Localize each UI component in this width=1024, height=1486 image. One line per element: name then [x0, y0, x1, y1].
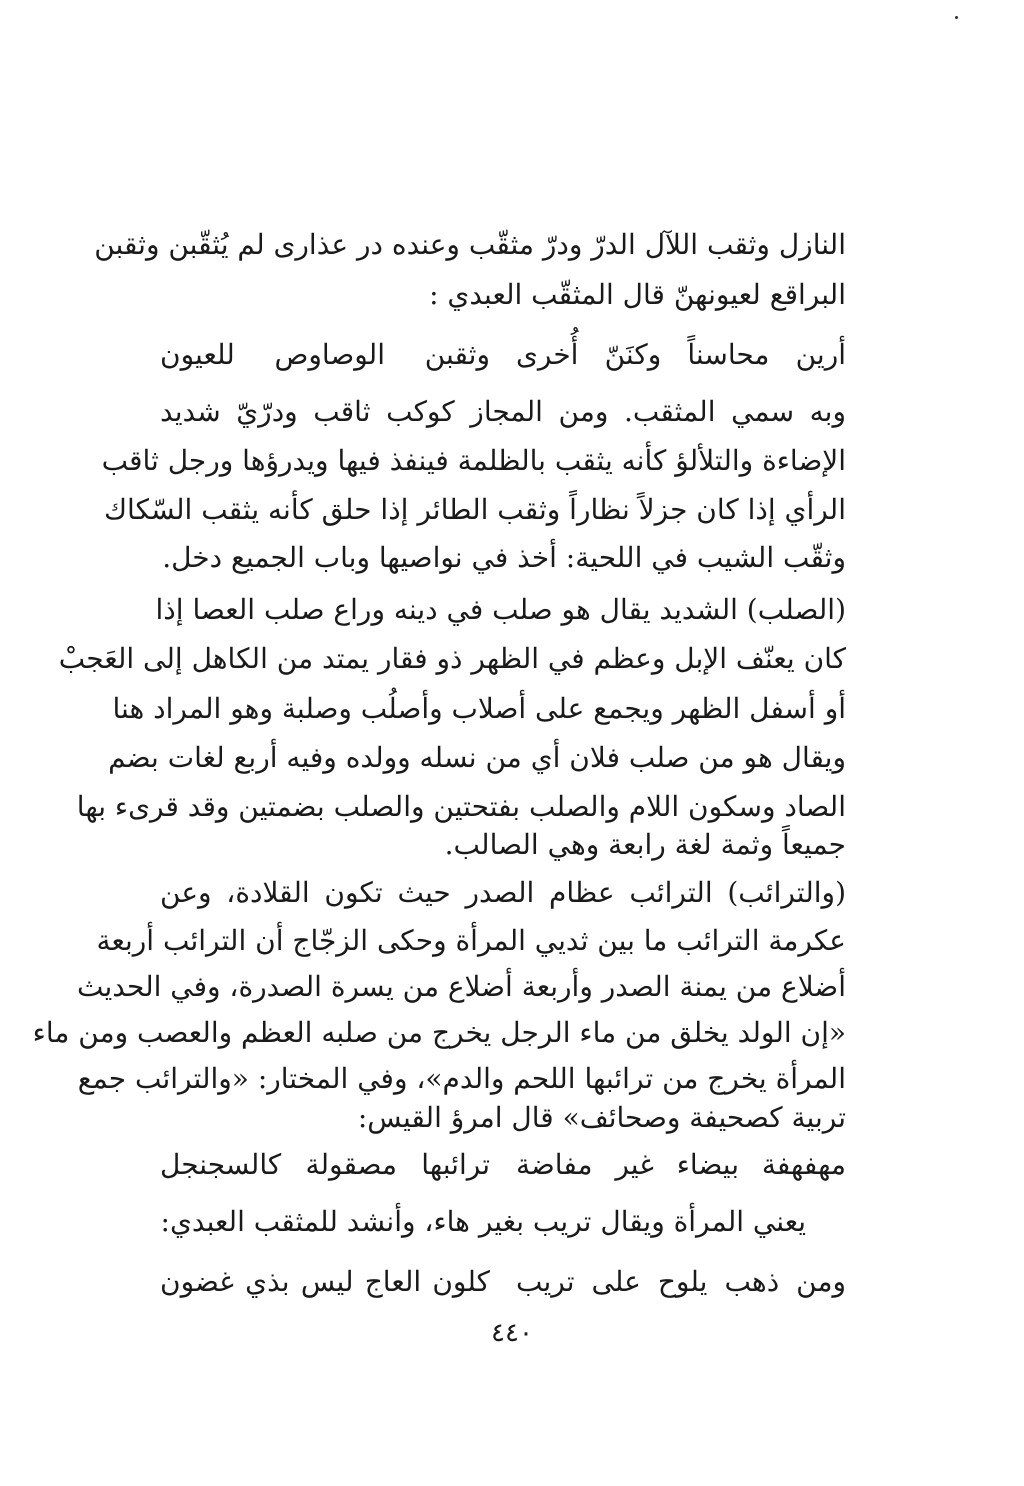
- text-line: الإضاءة والتلألؤ كأنه يثقب بالظلمة فينفذ فيها ويدرؤها ورجل ثاقب: [101, 444, 846, 477]
- verse-first-hemistich: ومن ذهب يلوح على تريب: [516, 1265, 846, 1298]
- text-line: وثقّب الشيب في اللحية: أخذ في نواصيها وباب الجميع دخل.: [162, 541, 846, 574]
- text-line: الصاد وسكون اللام والصلب بفتحتين والصلب بضمتين وقد قرىء بها: [76, 790, 846, 823]
- poetry-verse: [160, 330, 846, 380]
- text-line: كان يعنّف الإبل وعظم في الظهر ذو فقار يمتد من الكاهل إلى العَجبْ: [58, 642, 846, 675]
- text-line: «إن الولد يخلق من ماء الرجل يخرج من صلبه العظم والعصب ومن ماء: [32, 1016, 846, 1049]
- text-line: أضلاع من يمنة الصدر وأربعة أضلاع من يسرة الصدرة، وفي الحديث: [77, 970, 846, 1003]
- text-line: عكرمة الترائب ما بين ثديي المرأة وحكى الزجّاج أن الترائب أربعة: [96, 924, 846, 957]
- verse-second-hemistich: كلون العاج ليس بذي غضون: [160, 1265, 490, 1298]
- page-number: ٤٤٠: [491, 1318, 533, 1348]
- text-line: (والترائب) الترائب عظام الصدر حيث تكون القلادة، وعن: [160, 876, 846, 909]
- text-line: جميعاً وثمة لغة رابعة وهي الصالب.: [444, 828, 846, 861]
- text-line: النازل وثقب اللآل الدرّ ودرّ مثقّب وعنده در عذارى لم يُثقّبن وثقبن: [94, 228, 846, 261]
- poetry-verse: [160, 1140, 846, 1190]
- text-line: الرأي إذا كان جزلاً نظاراً وثقب الطائر إذا حلق كأنه يثقب السّكاك: [103, 493, 846, 526]
- text-line: أو أسفل الظهر ويجمع على أصلاب وأصلُب وصلبة وهو المراد هنا: [112, 692, 846, 725]
- scan-speck: [955, 16, 958, 19]
- text-line: تربية كصحيفة وصحائف» قال امرؤ القيس:: [357, 1101, 846, 1134]
- verse-first-hemistich: أرين محاسناً وكنَنّ أُخرى: [516, 338, 846, 371]
- text-line: ويقال هو من صلب فلان أي من نسله وولده وفيه أربع لغات بضم: [108, 741, 846, 774]
- text-line: البراقع لعيونهنّ قال المثقّب العبدي :: [429, 278, 846, 311]
- verse-first-hemistich: مهفهفة بيضاء غير مفاضة: [516, 1148, 846, 1181]
- verse-second-hemistich: ترائبها مصقولة كالسجنجل: [160, 1148, 490, 1181]
- verse-second-hemistich: وثقبن الوصاوص للعيون: [160, 338, 490, 371]
- text-line: يعني المرأة ويقال تريب بغير هاء، وأنشد للمثقب العبدي:: [160, 1205, 806, 1238]
- text-line: (الصلب) الشديد يقال هو صلب في دينه وراع صلب العصا إذا: [155, 593, 846, 626]
- text-line: وبه سمي المثقب. ومن المجاز كوكب ثاقب ودرّيّ شديد: [160, 395, 846, 428]
- poetry-verse: [160, 1257, 846, 1307]
- text-line: المرأة يخرج من ترائبها اللحم والدم»، وفي المختار: «والترائب جمع: [77, 1062, 846, 1095]
